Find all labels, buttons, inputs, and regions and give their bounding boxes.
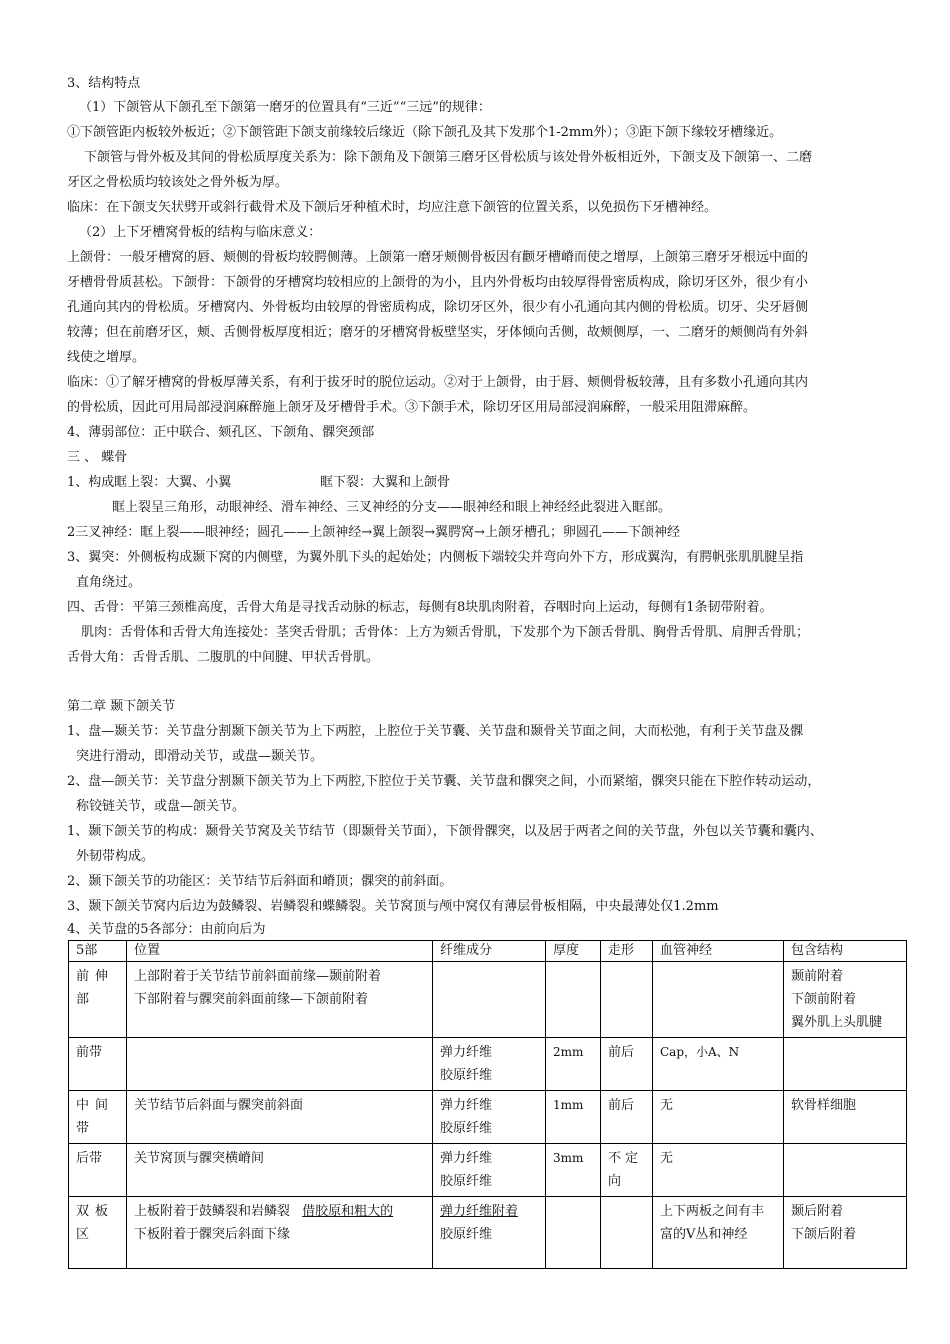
table-cell-position — [127, 962, 433, 1038]
column-header: 厚度 — [546, 941, 601, 962]
table-cell-part: 后带 — [69, 1144, 127, 1197]
table-cell-contains — [784, 1197, 907, 1269]
table-row — [69, 1197, 907, 1269]
cell-line: 软骨样细胞 — [791, 1098, 857, 1113]
paragraph-line: 称铰链关节，或盘—颌关节。 — [76, 799, 246, 814]
paragraph-line: 2、盘—颌关节：关节盘分割颞下颌关节为上下两腔,下腔位于关节囊、关节盘和髁突之间，小而紧缩，髁突只能在下腔作转动运动， — [67, 774, 821, 789]
table-cell-position — [127, 1197, 433, 1269]
table-cell-vessels: 无 — [653, 1144, 784, 1197]
table-cell-thickness: 2mm — [546, 1038, 601, 1091]
table-cell-part: 中间带 — [69, 1091, 127, 1144]
paragraph-line: ①下颌管距内板较外板近；②下颌管距下颌支前缘较后缘近（除下颌孔及其下发那个1-2mm外）；③距下颌下缘较牙槽缘近。 — [67, 125, 783, 140]
table-cell-thickness — [546, 962, 601, 1038]
cell-text-underlined: 借胶原和粗大的 — [302, 1204, 394, 1219]
disc-parts-table — [68, 940, 907, 1269]
table-cell-part: 前带 — [69, 1038, 127, 1091]
table-cell-contains — [784, 1038, 907, 1091]
table-row — [69, 962, 907, 1038]
paragraph-line: 临床：①了解牙槽窝的骨板厚薄关系，有利于拔牙时的脱位运动。②对于上颌骨，由于唇、颊侧骨板较薄，且有多数小孔通向其内 — [67, 375, 809, 390]
table-cell-position — [127, 1091, 433, 1144]
paragraph-line: 4、关节盘的5各部分：由前向后为 — [67, 922, 266, 937]
column-header: 5部 — [69, 941, 127, 962]
paragraph-line: 2三叉神经：眶上裂——眼神经；圆孔——上颌神经→翼上颌裂→翼腭窝→上颌牙槽孔；卵圆孔——下颌神经 — [67, 525, 680, 540]
cell-line: 下部附着与髁突前斜面前缘—下颌前附着 — [134, 992, 369, 1007]
table-cell-direction — [601, 1197, 653, 1269]
paragraph-line: 牙区之骨松质均较该处之骨外板为厚。 — [67, 175, 289, 190]
paragraph-line: 上颌骨：一般牙槽窝的唇、颊侧的骨板均较腭侧薄。上颌第一磨牙颊侧骨板因有颧牙槽嵴而使之增厚，上颌第三磨牙牙根远中面的 — [67, 250, 809, 265]
paragraph-line: 临床：在下颌支矢状劈开或斜行截骨术及下颌后牙种植术时，均应注意下颌管的位置关系，以免损伤下牙槽神经。 — [67, 200, 718, 215]
cell-line: 上部附着于关节结节前斜面前缘—颞前附着 — [134, 969, 382, 984]
paragraph-line: 1、盘—颞关节：关节盘分割颞下颌关节为上下两腔，上腔位于关节囊、关节盘和颞骨关节面之间，大而松弛，有利于关节盘及髁 — [67, 724, 804, 739]
paragraph-line: 2、颞下颌关节的功能区：关节结节后斜面和嵴顶；髁突的前斜面。 — [67, 874, 453, 889]
paragraph-line: 眶下裂：大翼和上颌骨 — [320, 475, 451, 490]
cell-line: 胶原纤维 — [440, 1121, 493, 1136]
table-cell-position — [127, 1038, 433, 1091]
table-cell-position — [127, 1144, 433, 1197]
table-cell-vessels: 上下两板之间有丰富的V丛和神经 — [653, 1197, 784, 1269]
paragraph-line: （1）下颌管从下颌孔至下颌第一磨牙的位置具有“三近”“三远”的规律： — [79, 100, 491, 115]
cell-line: 下板附着于髁突后斜面下缘 — [134, 1227, 291, 1242]
cell-text: 上板附着于鼓鳞裂和岩鳞裂 — [134, 1204, 291, 1219]
paragraph-line: 下颌管与骨外板及其间的骨松质厚度关系为：除下颌角及下颌第三磨牙区骨松质与该处骨外板相近外，下颌支及下颌第一、二磨 — [84, 150, 813, 165]
table-cell-thickness: 3mm — [546, 1144, 601, 1197]
table-header-row — [69, 941, 907, 962]
paragraph-line: 3、颞下颌关节窝内后边为鼓鳞裂、岩鳞裂和蝶鳞裂。关节窝顶与颅中窝仅有薄层骨板相隔，中央最薄处仅1.2mm — [67, 899, 719, 914]
cell-line: 翼外肌上头肌腱 — [791, 1015, 883, 1030]
cell-line: 颞后附着 — [791, 1204, 844, 1219]
paragraph-line: 1、构成眶上裂：大翼、小翼 — [67, 475, 232, 490]
table-cell-direction: 前后 — [601, 1091, 653, 1144]
table-cell-fiber — [433, 1197, 546, 1269]
table-cell-direction: 前后 — [601, 1038, 653, 1091]
section-heading-sphenoid: 三 、 蝶骨 — [67, 450, 128, 465]
table-cell-contains — [784, 962, 907, 1038]
paragraph-line: 四、舌骨：平第三颈椎高度，舌骨大角是寻找舌动脉的标志，每侧有8块肌肉附着，吞咽时向上运动，每侧有1条韧带附着。 — [67, 600, 773, 615]
paragraph-line: 外韧带构成。 — [76, 849, 155, 864]
table-row — [69, 1091, 907, 1144]
paragraph-line: 1、颞下颌关节的构成：颞骨关节窝及关节结节（即颞骨关节面），下颌骨髁突，以及居于两者之间的关节盘，外包以关节囊和囊内、 — [67, 824, 823, 839]
table-cell-vessels — [653, 962, 784, 1038]
table-cell-thickness — [546, 1197, 601, 1269]
table-cell-fiber — [433, 962, 546, 1038]
cell-line: 下颌后附着 — [791, 1227, 857, 1242]
cell-line: 弹力纤维 — [440, 1151, 493, 1166]
chapter-heading: 第二章 颞下颌关节 — [67, 699, 176, 714]
table-cell-vessels: 无 — [653, 1091, 784, 1144]
cell-line: 胶原纤维 — [440, 1068, 493, 1083]
table-cell-thickness: 1mm — [546, 1091, 601, 1144]
paragraph-line: 的骨松质，因此可用局部浸润麻醉施上颌牙及牙槽骨手术。③下颌手术，除切牙区用局部浸润麻醉，一般采用阻滞麻醉。 — [67, 400, 757, 415]
paragraph-line: 孔通向其内的骨松质。牙槽窝内、外骨板均由较厚的骨密质构成，除切牙区外，很少有小孔通向其内侧的骨松质。切牙、尖牙唇侧 — [67, 300, 809, 315]
cell-line: 弹力纤维 — [440, 1045, 493, 1060]
table-row — [69, 1144, 907, 1197]
cell-line: 胶原纤维 — [440, 1174, 493, 1189]
paragraph-line: 眶上裂呈三角形，动眼神经、滑车神经、三叉神经的分支——眼神经和眼上神经经此裂进入眶部。 — [112, 500, 672, 515]
paragraph-line: 舌骨大角：舌骨舌肌、二腹肌的中间腱、甲状舌骨肌。 — [67, 650, 380, 665]
cell-line — [134, 1200, 425, 1223]
table-cell-part: 前伸部 — [69, 962, 127, 1038]
paragraph-line: （2）上下牙槽窝骨板的结构与临床意义： — [79, 225, 322, 240]
paragraph-line: 较薄；但在前磨牙区，颊、舌侧骨板厚度相近；磨牙的牙槽窝骨板壁坚实，牙体倾向舌侧，故颊侧厚，一、二磨牙的颊侧尚有外斜 — [67, 325, 809, 340]
cell-line: 关节窝顶与髁突横嵴间 — [134, 1151, 265, 1166]
table-cell-fiber — [433, 1038, 546, 1091]
column-header: 血管神经 — [653, 941, 784, 962]
table-row — [69, 1038, 907, 1091]
table-cell-direction — [601, 962, 653, 1038]
paragraph-line: 线使之增厚。 — [67, 350, 146, 365]
column-header: 位置 — [127, 941, 433, 962]
table-cell-contains — [784, 1091, 907, 1144]
table-cell-fiber — [433, 1144, 546, 1197]
paragraph-line: 牙槽骨骨质甚松。下颌骨：下颌骨的牙槽窝均较相应的上颌骨的为小，且内外骨板均由较厚得骨密质构成，除切牙区外，很少有小 — [67, 275, 809, 290]
table-cell-contains — [784, 1144, 907, 1197]
table-cell-vessels: Cap，小A、N — [653, 1038, 784, 1091]
paragraph-line: 3、翼突：外侧板构成颞下窝的内侧壁，为翼外肌下头的起始处；内侧板下端较尖并弯向外下方，形成翼沟，有腭帆张肌肌腱呈指 — [67, 550, 804, 565]
paragraph-line: 4、薄弱部位：正中联合、颏孔区、下颌角、髁突颈部 — [67, 425, 375, 440]
column-header: 包含结构 — [784, 941, 907, 962]
table-cell-part: 双板区 — [69, 1197, 127, 1269]
cell-line: 胶原纤维 — [440, 1227, 493, 1242]
cell-line: 颞前附着 — [791, 969, 844, 984]
paragraph-line: 直角绕过。 — [76, 575, 142, 590]
column-header: 纤维成分 — [433, 941, 546, 962]
column-header: 走形 — [601, 941, 653, 962]
paragraph-line: 突进行滑动，即滑动关节，或盘—颞关节。 — [76, 749, 324, 764]
heading-structure-features: 3、结构特点 — [67, 76, 141, 91]
cell-line: 弹力纤维 — [440, 1098, 493, 1113]
cell-line: 下颌前附着 — [791, 992, 857, 1007]
cell-line: 弹力纤维附着 — [440, 1204, 519, 1219]
paragraph-line: 肌肉：舌骨体和舌骨大角连接处：茎突舌骨肌；舌骨体：上方为颏舌骨肌，下发那个为下颌舌骨肌、胸骨舌骨肌、肩胛舌骨肌； — [81, 625, 810, 640]
table-cell-fiber — [433, 1091, 546, 1144]
table-cell-direction: 不定向 — [601, 1144, 653, 1197]
cell-line: 关节结节后斜面与髁突前斜面 — [134, 1098, 304, 1113]
